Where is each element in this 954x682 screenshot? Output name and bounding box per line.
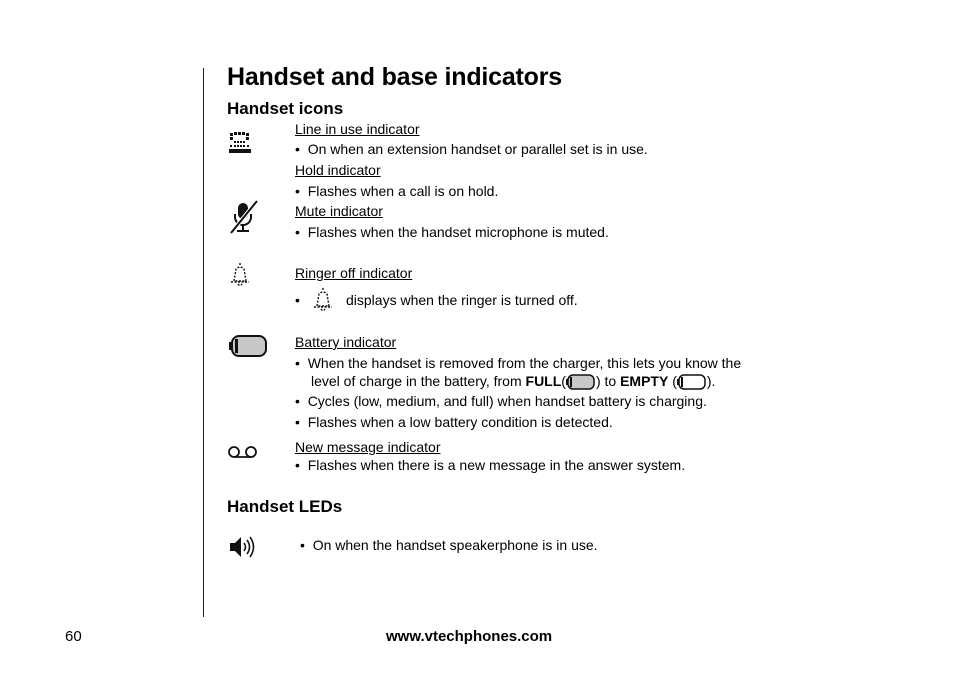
battery-empty-icon <box>677 373 707 391</box>
line-in-use-bullet: • On when an extension handset or parallel set is in use. <box>295 141 648 157</box>
line-in-use-text: On when an extension handset or parallel set is in use. <box>307 141 648 157</box>
battery-text-2: Cycles (low, medium, and full) when handset battery is charging. <box>307 393 707 409</box>
speakerphone-text: On when the handset speakerphone is in use. <box>312 537 598 553</box>
line-in-use-label: Line in use indicator <box>295 121 420 137</box>
battery-bullet-2: • Cycles (low, medium, and full) when handset battery is charging. <box>295 393 707 409</box>
battery-bullet-3: • Flashes when a low battery condition is detected. <box>295 414 613 430</box>
new-message-label: New message indicator <box>295 439 441 455</box>
battery-label: Battery indicator <box>295 334 397 350</box>
ringer-off-bullet: • <box>295 292 304 308</box>
line-in-use-icon <box>227 130 253 156</box>
battery-to-text: ) to <box>595 373 621 389</box>
new-message-text: Flashes when there is a new message in the answer system. <box>307 457 686 473</box>
section-heading-handset-leds: Handset LEDs <box>227 497 343 516</box>
battery-text-1b: level of charge in the battery, from <box>311 373 526 389</box>
battery-text-1: When the handset is removed from the charger, this lets you know the <box>307 355 742 371</box>
battery-bullet-1: • When the handset is removed from the charger, this lets you know the <box>295 355 742 371</box>
ringer-off-bell-icon <box>311 286 335 314</box>
hold-text: Flashes when a call is on hold. <box>307 183 499 199</box>
battery-text-3: Flashes when a low battery condition is detected. <box>307 414 613 430</box>
mute-text: Flashes when the handset microphone is muted. <box>307 224 609 240</box>
battery-full-label: FULL <box>525 373 562 389</box>
battery-full-icon <box>566 373 596 391</box>
ringer-off-label: Ringer off indicator <box>295 265 413 281</box>
battery-empty-label: EMPTY <box>620 373 669 389</box>
voicemail-icon <box>227 445 259 459</box>
ringer-off-bell-icon <box>228 261 252 289</box>
page-number: 60 <box>65 628 82 645</box>
ringer-off-text: displays when the ringer is turned off. <box>346 292 578 308</box>
battery-end-text: ). <box>706 373 716 389</box>
new-message-bullet: • Flashes when there is a new message in the answer system. <box>295 457 686 473</box>
footer-url[interactable]: www.vtechphones.com <box>386 628 553 645</box>
section-heading-handset-icons: Handset icons <box>227 99 344 118</box>
muted-microphone-icon <box>228 199 260 235</box>
speakerphone-bullet: • On when the handset speakerphone is in use. <box>300 537 598 553</box>
page-title: Handset and base indicators <box>227 63 562 91</box>
speakerphone-icon <box>228 534 256 560</box>
vertical-rule <box>203 68 204 617</box>
battery-icon <box>228 334 268 358</box>
battery-bullet-1-cont: level of charge in the battery, from FULL( ) to EMPTY ( ). <box>311 372 715 391</box>
mute-bullet: • Flashes when the handset microphone is muted. <box>295 224 609 240</box>
mute-label: Mute indicator <box>295 203 383 219</box>
hold-label: Hold indicator <box>295 162 381 178</box>
hold-bullet: • Flashes when a call is on hold. <box>295 183 499 199</box>
